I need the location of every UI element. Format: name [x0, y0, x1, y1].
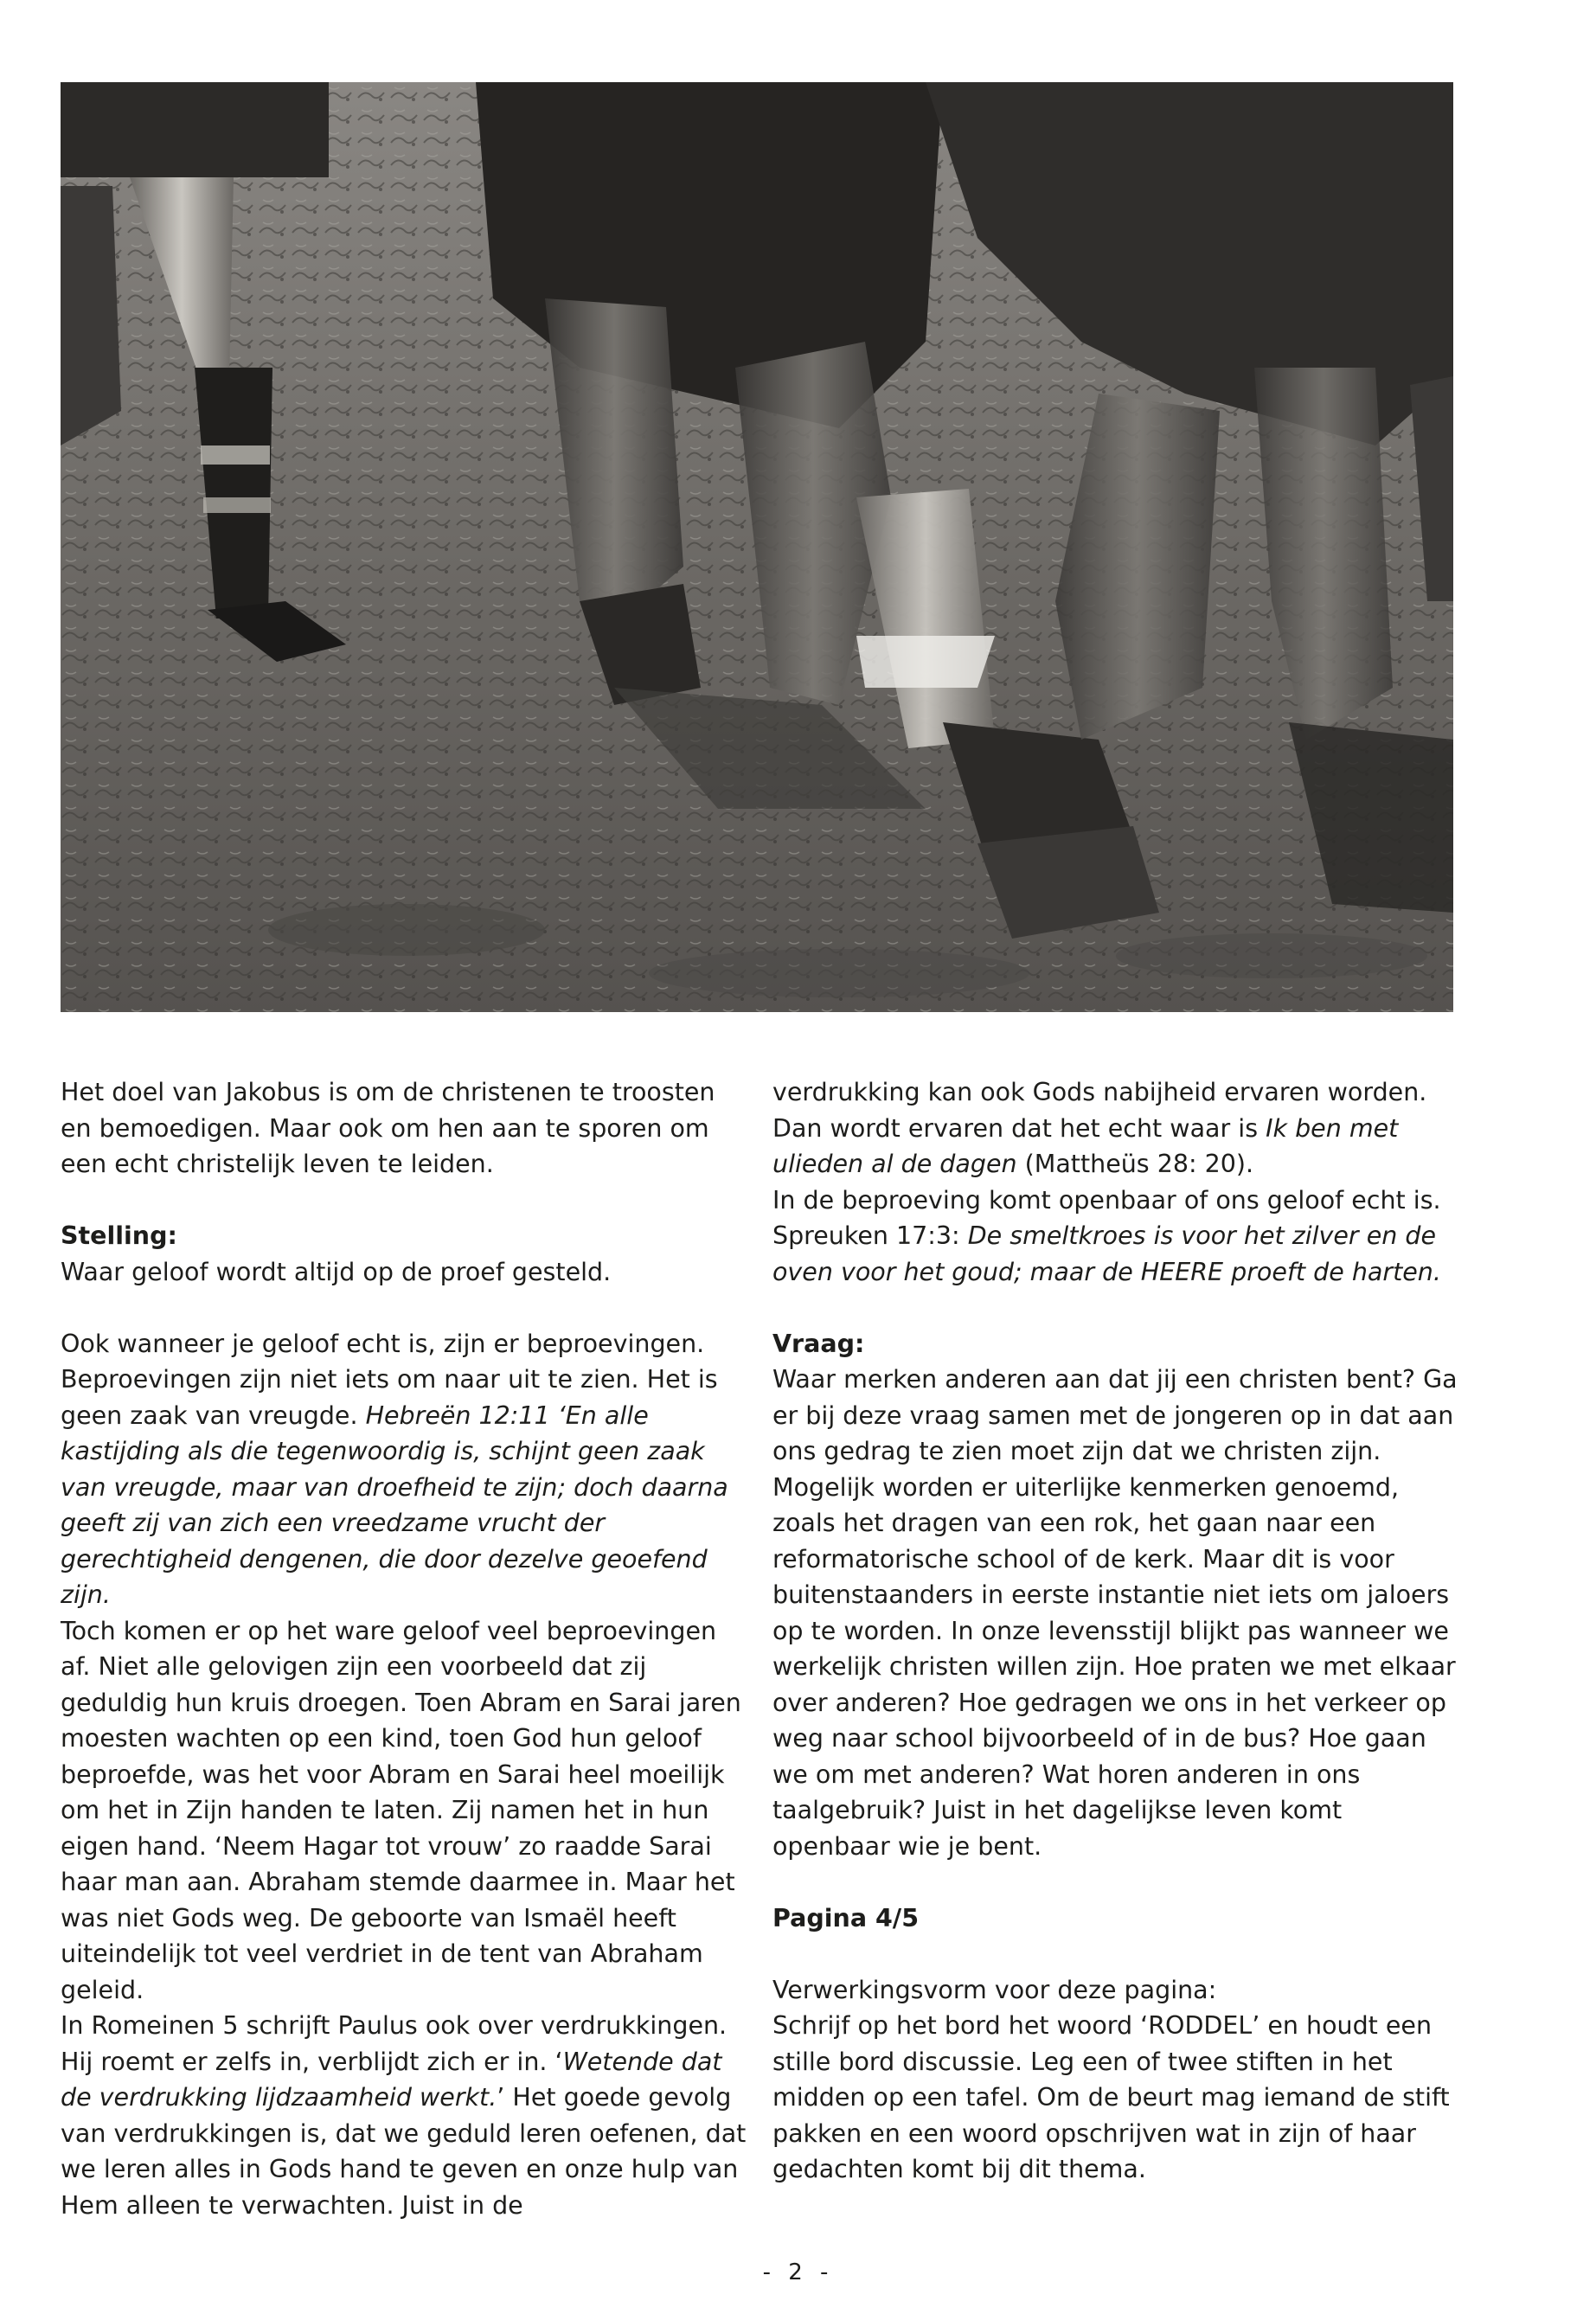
romeinen-text-b: ’ Het goede gevolg van verdrukkingen is, dat we geduld leren oefenen, dat we leren alles in Gods hand te geven en onze hulp van Hem alleen te verwachten. Juist in de	[61, 2083, 747, 2220]
rugby-players-legs-in-mud-photo-icon	[61, 82, 1453, 1012]
rugby-mud-photo	[61, 82, 1453, 1012]
spreuken-paragraph	[772, 1183, 1460, 1291]
stelling-text: Waar geloof wordt altijd op de proef gesteld.	[61, 1257, 612, 1286]
pagina-heading: Pagina 4/5	[772, 1903, 920, 1932]
verwerkingsvorm-text: Schrijf op het bord het woord ‘RODDEL’ en houdt een stille bord discussie. Leg een of twee stiften in het midden op een tafel. Om de beurt mag iemand de stift pakken en een woord opschrijven wat in zijn of haar gedachten komt bij dit thema.	[772, 2011, 1450, 2183]
abram-paragraph: Toch komen er op het ware geloof veel beproevingen af. Niet alle gelovigen zijn een voorbeeld dat zij geduldig hun kruis droegen. Toen Abram en Sarai jaren moesten wachten op een kind, toen God hun geloof beproefde, was het voor Abram en Sarai heel moeilijk om het in Zijn handen te laten. Zij namen het in hun eigen hand. ‘Neem Hagar tot vrouw’ zo raadde Sarai haar man aan. Abraham stemde daarmee in. Maar het was niet Gods weg. De geboorte van Ismaël heeft uiteindelijk tot veel verdriet in de tent van Abraham geleid.	[61, 1616, 741, 2004]
romeinen-text-a: In Romeinen 5 schrijft Paulus ook over verdrukkingen. Hij roemt er zelfs in, verblijdt zich er in. ‘	[61, 2011, 727, 2076]
beproevingen-paragraph	[61, 1326, 748, 1613]
hebreeen-quote: Hebreën 12:11 ‘En alle kastijding als die tegenwoordig is, schijnt geen zaak van vreugde, maar van droefheid te zijn; doch daarna geeft zij van zich een vreedzame vrucht der gerechtigheid dengenen, die door dezelve geoefend zijn.	[61, 1400, 728, 1609]
nabijheid-paragraph	[772, 1074, 1460, 1183]
romeinen-paragraph	[61, 2008, 748, 2223]
verwerkingsvorm-label: Verwerkingsvorm voor deze pagina:	[772, 1975, 1217, 2004]
mattheus-quote: Ik ben met ulieden al de dagen	[772, 1113, 1399, 1178]
page-number: - 2 -	[762, 2259, 834, 2285]
nabijheid-text-a: verdrukking kan ook Gods nabijheid ervaren worden. Dan wordt ervaren dat het echt waar is	[772, 1078, 1427, 1143]
stelling-heading: Stelling:	[61, 1221, 177, 1250]
spreuken-quote: De smeltkroes is voor het zilver en de oven voor het goud; maar de HEERE proeft de harten.	[772, 1221, 1441, 1286]
beproevingen-text: Ook wanneer je geloof echt is, zijn er beproevingen. Beproevingen zijn niet iets om naar uit te zien. Het is geen zaak van vreugde.	[61, 1329, 718, 1430]
nabijheid-text-b: (Mattheüs 28: 20).	[1016, 1150, 1254, 1178]
vraag-text: Waar merken anderen aan dat jij een christen bent? Ga er bij deze vraag samen met de jongeren op in dat aan ons gedrag te zien moet zijn dat we christen zijn. Mogelijk worden er uiterlijke kenmerken genoemd, zoals het dragen van een rok, het gaan naar een reformatorische school of de kerk. Maar dit is voor buitenstaanders in eerste instantie niet iets om jaloers op te worden. In onze levensstijl blijkt pas wanneer we werkelijk christen willen zijn. Hoe praten we met elkaar over anderen? Hoe gedragen we ons in het verkeer op weg naar school bijvoorbeeld of in de bus? Hoe gaan we om met anderen? Wat horen anderen in ons taalgebruik? Juist in het dagelijkse leven komt openbaar wie je bent.	[772, 1365, 1458, 1861]
right-column	[772, 1074, 1460, 2188]
vraag-heading: Vraag:	[772, 1329, 865, 1358]
spreuken-text: In de beproeving komt openbaar of ons geloof echt is. Spreuken 17:3:	[772, 1185, 1441, 1250]
left-column	[61, 1074, 748, 2223]
intro-paragraph: Het doel van Jakobus is om de christenen te troosten en bemoedigen. Maar ook om hen aan te sporen om een echt christelijk leven te leiden.	[61, 1078, 715, 1178]
romeinen-quote: Wetende dat de verdrukking lijdzaamheid werkt.	[61, 2047, 722, 2112]
